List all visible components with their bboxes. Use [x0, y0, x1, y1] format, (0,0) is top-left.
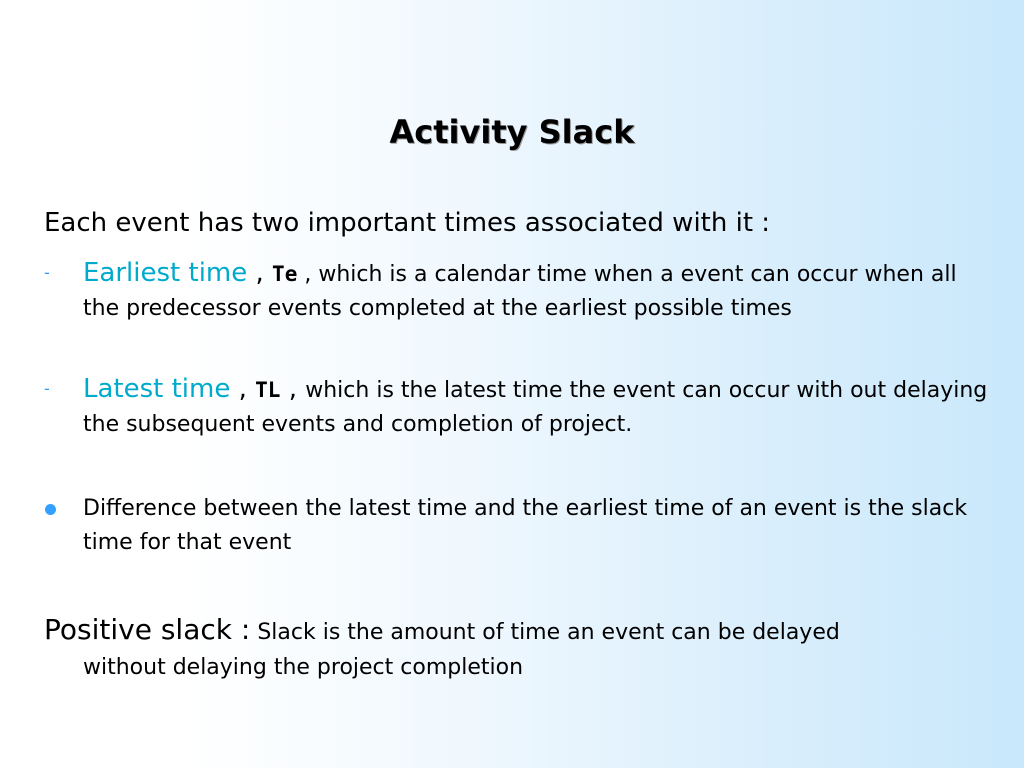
positive-slack-paragraph: [44, 612, 989, 685]
bullet-text: Difference between the latest time and the earliest time of an event is the slack time for that event: [83, 496, 968, 555]
round-bullet-icon: [45, 504, 56, 515]
definition-text: which is a calendar time when a event can occur when all the predecessor events completed at the earliest possible times: [83, 262, 957, 321]
positive-slack-text-line1: Slack is the amount of time an event can be delayed: [257, 620, 840, 645]
bullet-difference: [44, 492, 989, 560]
dash-bullet-icon: -: [44, 263, 50, 282]
definition-text: which is the latest time the event can occur with out delaying the subsequent events and completion of project.: [83, 378, 988, 437]
positive-slack-heading: Positive slack :: [44, 613, 251, 646]
separator: ,: [230, 374, 256, 404]
separator: ,: [297, 262, 319, 287]
bullet-latest-time: [44, 372, 989, 442]
bullet-text: [83, 256, 989, 326]
separator: ,: [247, 258, 273, 288]
code-te: Te: [272, 262, 298, 286]
code-tl: TL: [255, 378, 281, 402]
bullet-earliest-time: [44, 256, 989, 326]
dash-bullet-icon: -: [44, 379, 50, 398]
term-latest-time: Latest time: [83, 374, 231, 404]
bullet-text: [83, 372, 989, 442]
slide-title: Activity Slack: [389, 113, 635, 151]
intro-text: Each event has two important times associated with it :: [44, 208, 771, 238]
term-earliest-time: Earliest time: [83, 258, 248, 288]
positive-slack-text-line2: without delaying the project completion: [83, 655, 524, 680]
separator: ,: [280, 374, 306, 404]
